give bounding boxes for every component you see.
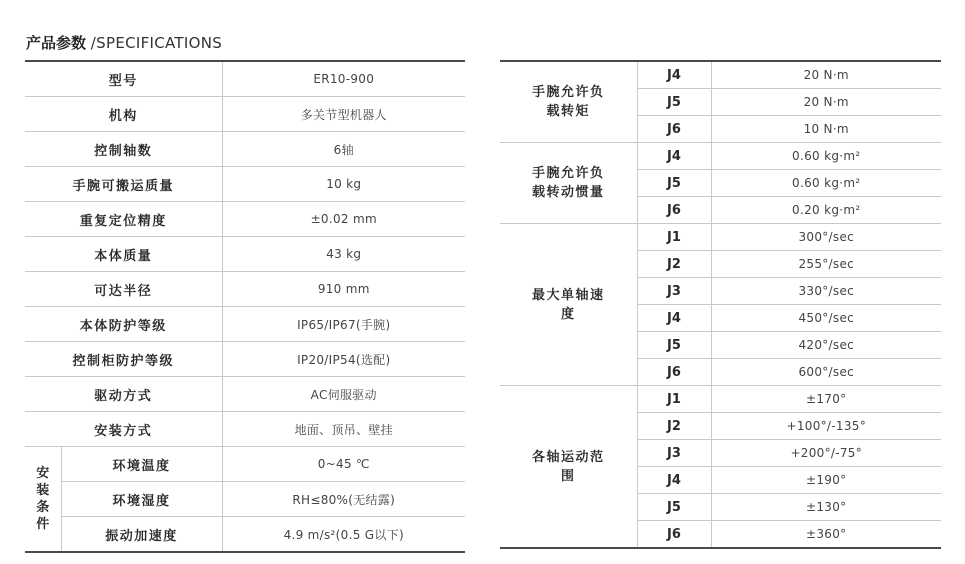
title-en: /SPECIFICATIONS — [90, 34, 223, 52]
spec-value: 600°/sec — [711, 359, 941, 386]
spec-label: 控制轴数 — [25, 132, 222, 167]
spec-row — [25, 272, 465, 307]
joint-label: J4 — [637, 143, 711, 170]
joint-label: J5 — [637, 332, 711, 359]
spec-value: IP20/IP54(选配) — [222, 342, 465, 377]
group-label-text: 安装条件 — [36, 466, 50, 532]
joint-label: J2 — [637, 251, 711, 278]
spec-value: ±360° — [806, 527, 847, 541]
spec-label: 安装方式 — [25, 412, 222, 447]
spec-value: ±190° — [711, 467, 941, 494]
spec-row — [500, 386, 941, 413]
spec-value: 330°/sec — [711, 278, 941, 305]
spec-label: 本体防护等级 — [25, 307, 222, 342]
spec-value: 450°/sec — [711, 305, 941, 332]
spec-label: 型号 — [25, 61, 222, 97]
spec-value: +100°/-135° — [711, 413, 941, 440]
spec-value: 6轴 — [222, 132, 465, 167]
spec-label: 可达半径 — [25, 272, 222, 307]
spec-row — [25, 167, 465, 202]
spec-row — [500, 143, 941, 170]
joint-label: J1 — [637, 224, 711, 251]
spec-value: ±0.02 mm — [222, 202, 465, 237]
spec-row — [25, 237, 465, 272]
spec-label: 环境湿度 — [61, 482, 222, 517]
spec-value: 20 N·m — [711, 61, 941, 89]
spec-row — [25, 342, 465, 377]
spec-label: 控制柜防护等级 — [25, 342, 222, 377]
joint-label: J6 — [637, 521, 711, 549]
group-label: 最大单轴速度 — [500, 224, 637, 386]
spec-value: +200°/-75° — [711, 440, 941, 467]
spec-row — [25, 132, 465, 167]
group-label: 手腕允许负载转动惯量 — [500, 143, 637, 224]
spec-value: AC伺服驱动 — [222, 377, 465, 412]
spec-label: 振动加速度 — [105, 528, 178, 544]
spec-label: 环境温度 — [61, 447, 222, 482]
spec-value: 20 N·m — [711, 89, 941, 116]
spec-value: 10 N·m — [711, 116, 941, 143]
spec-value: 4.9 m/s²(0.5 G以下) — [222, 517, 465, 553]
spec-row — [25, 307, 465, 342]
spec-value: 43 kg — [222, 237, 465, 272]
spec-value: ±130° — [711, 494, 941, 521]
joint-label: J1 — [637, 386, 711, 413]
spec-label: 重复定位精度 — [25, 202, 222, 237]
spec-row — [25, 482, 465, 517]
spec-value: 0.20 kg·m² — [711, 197, 941, 224]
spec-value: ±170° — [711, 386, 941, 413]
spec-value: 300°/sec — [711, 224, 941, 251]
joint-label: J3 — [637, 278, 711, 305]
spec-value: 255°/sec — [711, 251, 941, 278]
joint-label: J6 — [637, 197, 711, 224]
spec-value: 多关节型机器人 — [222, 97, 465, 132]
spec-row — [25, 412, 465, 447]
title-cn: 产品参数 — [26, 34, 87, 52]
joint-label: J5 — [637, 89, 711, 116]
spec-row — [25, 447, 465, 482]
spec-row — [25, 517, 465, 553]
joint-label: J6 — [637, 116, 711, 143]
spec-label: 本体质量 — [25, 237, 222, 272]
spec-value: ER10-900 — [222, 61, 465, 97]
spec-label: 手腕可搬运质量 — [25, 167, 222, 202]
joint-label: J6 — [637, 359, 711, 386]
spec-value: 地面、顶吊、壁挂 — [222, 412, 465, 447]
spec-row — [25, 97, 465, 132]
spec-value: 0.60 kg·m² — [711, 143, 941, 170]
spec-row — [500, 61, 941, 89]
spec-value: 0~45 ℃ — [222, 447, 465, 482]
spec-value: 10 kg — [222, 167, 465, 202]
group-label: 手腕允许负载转矩 — [500, 61, 637, 143]
spec-label: 驱动方式 — [25, 377, 222, 412]
joint-label: J4 — [637, 467, 711, 494]
group-label: 各轴运动范围 — [500, 386, 637, 549]
spec-value: 420°/sec — [711, 332, 941, 359]
spec-table-left — [25, 60, 465, 553]
joint-label: J2 — [637, 413, 711, 440]
joint-label: J4 — [637, 61, 711, 89]
page-title — [26, 32, 222, 53]
spec-label: 机构 — [25, 97, 222, 132]
spec-value: 0.60 kg·m² — [711, 170, 941, 197]
joint-label: J5 — [637, 494, 711, 521]
joint-label: J5 — [637, 170, 711, 197]
joint-label: J3 — [637, 440, 711, 467]
spec-value: 910 mm — [222, 272, 465, 307]
spec-row — [25, 61, 465, 97]
spec-row — [25, 202, 465, 237]
joint-label: J4 — [637, 305, 711, 332]
spec-table-right — [500, 60, 941, 549]
group-label-install — [25, 447, 61, 553]
spec-value: RH≤80%(无结露) — [222, 482, 465, 517]
spec-value: IP65/IP67(手腕) — [222, 307, 465, 342]
spec-row — [500, 224, 941, 251]
spec-row — [25, 377, 465, 412]
